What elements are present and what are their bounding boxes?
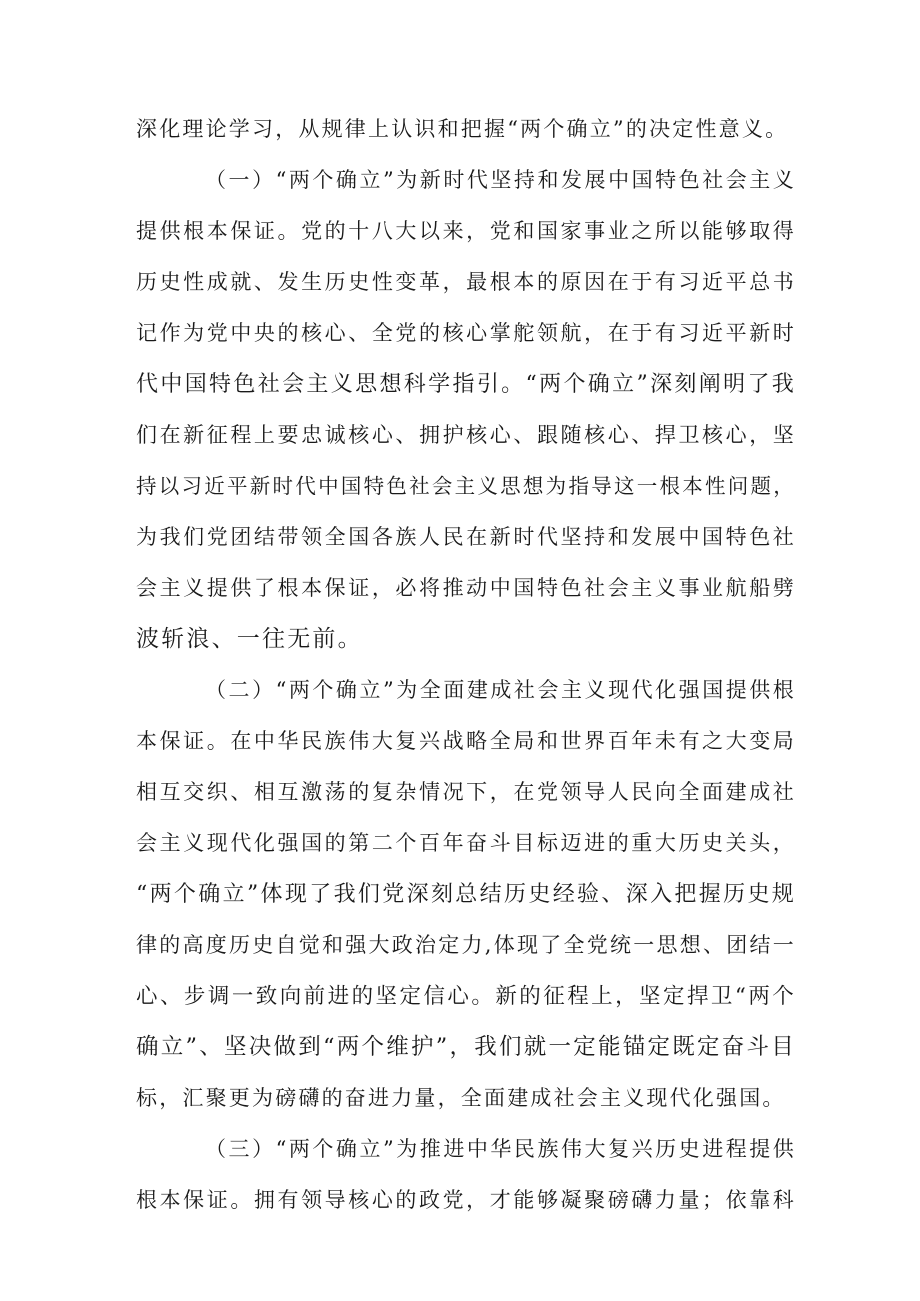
text-line: 持以习近平新时代中国特色社会主义思想为指导这一根本性问题， bbox=[136, 474, 796, 498]
paragraph-2-heading-line: （二）“两个确立”为全面建成社会主义现代化强国提供根 bbox=[205, 678, 796, 702]
text-line: 提供根本保证。党的十八大以来，党和国家事业之所以能够取得 bbox=[136, 219, 796, 243]
text-line: 为我们党团结带领全国各族人民在新时代坚持和发展中国特色社 bbox=[136, 525, 796, 549]
text-line: 心、步调一致向前进的坚定信心。新的征程上，坚定捍卫“两个 bbox=[136, 984, 796, 1009]
text-line: 们在新征程上要忠诚核心、拥护核心、跟随核心、捍卫核心，坚 bbox=[136, 423, 796, 447]
text-line: 标，汇聚更为磅礴的奋进力量，全面建成社会主义现代化强国。 bbox=[136, 1086, 786, 1110]
text-line: 代中国特色社会主义思想科学指引。“两个确立”深刻阐明了我 bbox=[136, 372, 796, 397]
text-line: 相互交织、相互激荡的复杂情况下，在党领导人民向全面建成社 bbox=[136, 780, 796, 804]
text-line: 波斩浪、一往无前。 bbox=[136, 626, 363, 652]
text-line: 会主义提供了根本保证，必将推动中国特色社会主义事业航船劈 bbox=[136, 576, 796, 600]
text-line: 律的高度历史自觉和强大政治定力,体现了全党统一思想、团结一 bbox=[136, 933, 796, 957]
text-line: “两个确立”体现了我们党深刻总结历史经验、深入把握历史规 bbox=[136, 882, 796, 907]
text-line: 深化理论学习，从规律上认识和把握“两个确立”的决定性意义。 bbox=[136, 117, 789, 141]
text-line: 根本保证。拥有领导核心的政党，才能够凝聚磅礴力量；依靠科 bbox=[136, 1188, 796, 1212]
text-line: 本保证。在中华民族伟大复兴战略全局和世界百年未有之大变局 bbox=[136, 729, 796, 753]
paragraph-3-heading-line: （三）“两个确立”为推进中华民族伟大复兴历史进程提供 bbox=[205, 1137, 796, 1161]
document-page bbox=[136, 104, 796, 1226]
text-line: 会主义现代化强国的第二个百年奋斗目标迈进的重大历史关头， bbox=[136, 831, 796, 855]
text-line: 确立”、坚决做到“两个维护”，我们就一定能锚定既定奋斗目 bbox=[136, 1034, 796, 1060]
text-line: 记作为党中央的核心、全党的核心掌舵领航，在于有习近平新时 bbox=[136, 321, 796, 345]
text-line: 历史性成就、发生历史性变革，最根本的原因在于有习近平总书 bbox=[136, 270, 796, 294]
paragraph-1-heading-line: （一）“两个确立”为新时代坚持和发展中国特色社会主义 bbox=[205, 168, 796, 192]
